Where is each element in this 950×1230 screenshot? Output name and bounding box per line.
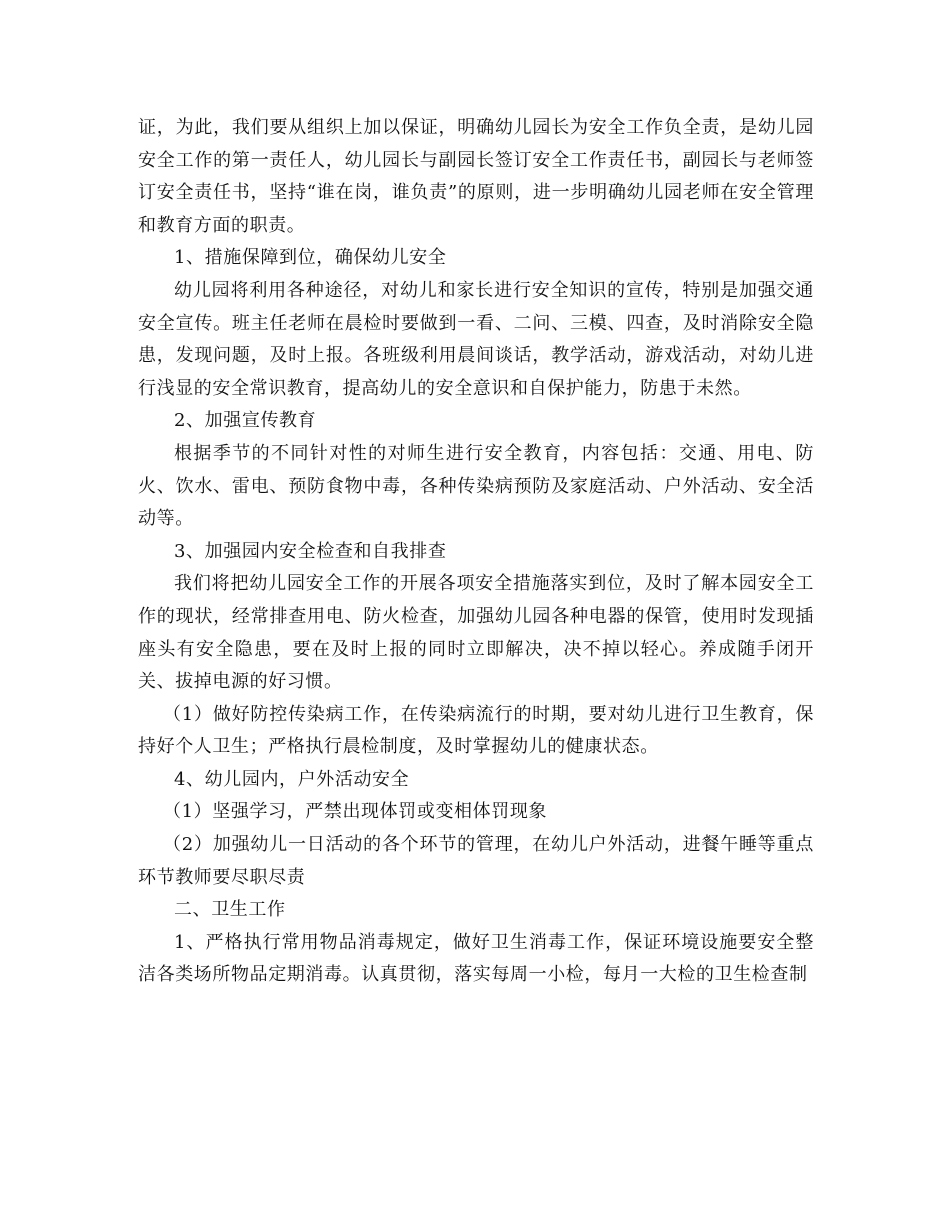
heading-hygiene: 二、卫生工作 xyxy=(174,899,286,921)
paragraph-publicity: 根据季节的不同针对性的对师生进行安全教育，内容包括：交通、用电、防火、饮水、雷电、预防食物中毒，各种传染病预防及家庭活动、户外活动、安全活动等。 xyxy=(138,442,814,530)
heading-inspection: 3、加强园内安全检查和自我排查 xyxy=(174,540,447,562)
paragraph-disease-control: （1）做好防控传染病工作，在传染病流行的时期，要对幼儿进行卫生教育，保持好个人卫生；严格执行晨检制度，及时掌握幼儿的健康状态。 xyxy=(138,703,814,758)
paragraph-hygiene: 1、严格执行常用物品消毒规定，做好卫生消毒工作，保证环境设施要安全整洁各类场所物品定期消毒。认真贯彻，落实每周一小检，每月一大检的卫生检查制 xyxy=(138,931,814,986)
list-item-daily-management: （2）加强幼儿一日活动的各个环节的管理，在幼儿户外活动，进餐午睡等重点环节教师要尽职尽责 xyxy=(138,834,814,888)
document-body xyxy=(138,112,814,992)
paragraph-continuation: 证，为此，我们要从组织上加以保证，明确幼儿园长为安全工作负全责，是幼儿园安全工作的第一责任人，幼儿园长与副园长签订安全工作责任书，副园长与老师签订安全责任书，坚持“谁在岗，谁负责”的原则，进一步明确幼儿园老师在安全管理和教育方面的职责。 xyxy=(138,117,814,236)
heading-measures: 1、措施保障到位，确保幼儿安全 xyxy=(174,247,447,269)
heading-outdoor-safety: 4、幼儿园内，户外活动安全 xyxy=(174,768,410,790)
paragraph-measures: 幼儿园将利用各种途径，对幼儿和家长进行安全知识的宣传，特别是加强交通安全宣传。班主任老师在晨检时要做到一看、二问、三模、四查，及时消除安全隐患，发现问题，及时上报。各班级利用晨间谈话，教学活动，游戏活动，对幼儿进行浅显的安全常识教育，提高幼儿的安全意识和自保护能力，防患于未然。 xyxy=(138,279,814,399)
paragraph-inspection: 我们将把幼儿园安全工作的开展各项安全措施落实到位，及时了解本园安全工作的现状，经常排查用电、防火检查，加强幼儿园各种电器的保管，使用时发现插座头有安全隐患，要在及时上报的同时立即解决，决不掉以轻心。养成随手闭开关、拔掉电源的好习惯。 xyxy=(138,573,814,693)
list-item-study: （1）坚强学习，严禁出现体罚或变相体罚现象 xyxy=(163,801,548,823)
heading-publicity: 2、加强宣传教育 xyxy=(174,410,317,432)
